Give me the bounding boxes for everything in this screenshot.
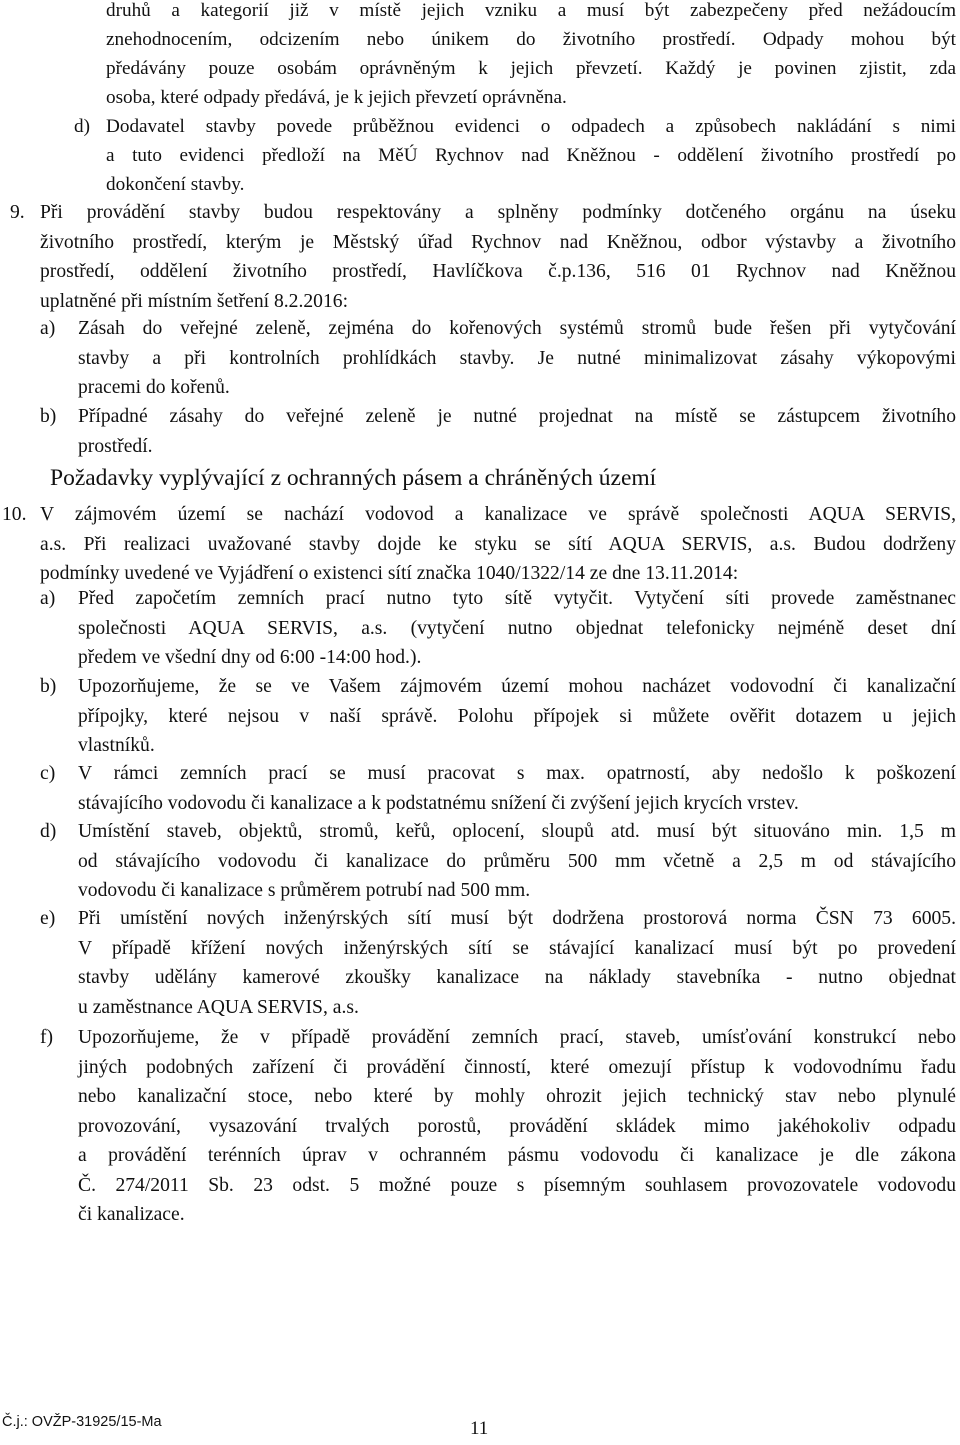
text-line: V případě křížení nových inženýrských sítí se stávající kanalizací musí být po provedení — [78, 937, 956, 959]
text-line: stavby a při kontrolních prohlídkách stavby. Je nutné minimalizovat zásahy výkopovými — [78, 347, 956, 369]
item-label: a) — [40, 318, 56, 339]
text-line: Při umístění nových inženýrských sítí musí být dodržena prostorová norma ČSN 73 6005. — [78, 908, 956, 929]
text-line: vlastníků. — [78, 735, 155, 756]
text-line: znehodnocením, odcizením nebo únikem do životního prostředí. Odpady mohou být — [106, 29, 956, 50]
item-label: f) — [40, 1027, 54, 1048]
text-line: provozování, vysazování trvalých porostů, provádění skládek mimo jakéhokoliv odpadu — [78, 1115, 956, 1137]
document-reference: Č.j.: OVŽP-31925/15-Ma — [2, 1414, 162, 1430]
section-10 — [2, 500, 956, 589]
text-line: Upozorňujeme, že v případě provádění zemních prací, staveb, umísťování konstrukcí nebo — [78, 1027, 956, 1048]
section-10-item-c — [40, 759, 956, 818]
text-line: či kanalizace. — [78, 1204, 185, 1225]
text-line: V zájmovém území se nachází vodovod a kanalizace ve správě společnosti AQUA SERVIS, — [40, 504, 956, 525]
text-line: druhů a kategorií již v místě jejich vzniku a musí být zabezpečeny před nežádoucím — [106, 0, 956, 21]
text-line: společnosti AQUA SERVIS, a.s. (vytyčení nutno objednat telefonicky nejméně deset dní — [78, 617, 956, 639]
item-label: b) — [40, 406, 57, 427]
text-line: podmínky uvedené ve Vyjádření o existenci sítí značka 1040/1322/14 ze dne 13.11.2014: — [40, 563, 739, 584]
text-line: Zásah do veřejné zeleně, zejména do kořenových systémů stromů bude řešen při vytyčování — [78, 318, 956, 339]
text-line: od stávajícího vodovodu či kanalizace do průměru 500 mm včetně a 2,5 m od stávajícího — [78, 850, 956, 872]
item-label: b) — [40, 676, 57, 697]
text-line: a tuto evidenci předloží na MěÚ Rychnov nad Kněžnou - oddělení životního prostředí po — [106, 145, 956, 166]
text-line: Umístění staveb, objektů, stromů, keřů, oplocení, sloupů atd. musí být situováno min. 1,5 m — [78, 821, 956, 842]
text-line: pracemi do kořenů. — [78, 377, 230, 398]
text-line: Před započetím zemních prací nutno tyto sítě vytyčit. Vytyčení síti provede zaměstnanec — [78, 588, 956, 609]
text-line: V rámci zemních prací se musí pracovat s max. opatrností, aby nedošlo k poškození — [78, 763, 956, 784]
text-line: stavby udělány kamerové zkoušky kanalizace na náklady stavebníka - nutno objednat — [78, 967, 956, 988]
text-line: osoba, které odpady předává, je k jejich převzetí oprávněna. — [106, 87, 567, 108]
item-d-waste-records — [74, 112, 956, 199]
text-line: prostředí, oddělení životního prostředí, Havlíčkova č.p.136, 516 01 Rychnov nad Kněžnou — [40, 261, 956, 282]
text-line: přípojky, které nejsou v naší správě. Polohu přípojek si můžete ověřit dotazem u jejich — [78, 705, 956, 727]
item-label: e) — [40, 908, 56, 929]
text-line: u zaměstnance AQUA SERVIS, a.s. — [78, 996, 359, 1018]
item-label: d) — [74, 116, 90, 137]
text-line: Upozorňujeme, že se ve Vašem zájmovém území mohou nacházet vodovodní či kanalizační — [78, 676, 956, 697]
text-line: Případné zásahy do veřejné zeleně je nutné projednat na místě se zástupcem životního — [78, 406, 956, 427]
section-9 — [10, 198, 956, 316]
section-9-item-b — [40, 402, 956, 461]
text-line: dokončení stavby. — [106, 174, 245, 195]
text-line: a provádění terénních úprav v ochranném pásmu vodovodu či kanalizace je dle zákona — [78, 1145, 956, 1166]
section-number: 9. — [10, 202, 25, 223]
section-10-item-e — [40, 904, 956, 1022]
text-line: životního prostředí, kterým je Městský úřad Rychnov nad Kněžnou, odbor výstavby a životního — [40, 231, 956, 253]
section-number: 10. — [2, 504, 27, 525]
item-label: d) — [40, 821, 57, 842]
section-10-item-f — [40, 1023, 956, 1230]
item-label: c) — [40, 763, 56, 784]
text-line: prostředí. — [78, 435, 153, 457]
section-heading: Požadavky vyplývající z ochranných pásem a chráněných území — [50, 465, 657, 491]
text-line: uplatněné při místním šetření 8.2.2016: — [40, 290, 349, 312]
page-number: 11 — [470, 1418, 489, 1439]
text-line: předávány pouze osobám oprávněným k jejich převzetí. Každý je povinen zjistit, zda — [106, 58, 956, 79]
text-line: Dodavatel stavby povede průběžnou evidenci o odpadech a způsobech nakládání s nimi — [106, 116, 956, 137]
text-line: a.s. Při realizaci uvažované stavby dojde ke styku se sítí AQUA SERVIS, a.s. Budou dodrženy — [40, 533, 956, 555]
text-line: nebo kanalizační stoce, nebo které by mohly ohrozit jejich technický stav nebo plynulé — [78, 1086, 956, 1107]
text-line: předem ve všední dny od 6:00 -14:00 hod.). — [78, 647, 422, 668]
text-line: stávajícího vodovodu či kanalizace a k podstatnému snížení či zvýšení jejich krycích vrstev. — [78, 792, 799, 814]
text-line: Při provádění stavby budou respektovány a splněny podmínky dotčeného orgánu na úseku — [40, 202, 956, 223]
text-line: vodovodu či kanalizace s průměrem potrubí nad 500 mm. — [78, 880, 531, 901]
section-10-item-d — [40, 817, 956, 906]
section-10-item-a — [40, 584, 956, 673]
text-line: Č. 274/2011 Sb. 23 odst. 5 možné pouze s písemným souhlasem provozovatele vodovodu — [78, 1174, 956, 1196]
section-9-item-a — [40, 314, 956, 403]
text-line: jiných podobných zařízení či provádění činností, které omezují přístup k vodovodnímu řadu — [78, 1056, 956, 1078]
section-10-item-b — [40, 672, 956, 761]
waste-paragraph — [106, 0, 956, 112]
item-label: a) — [40, 588, 56, 609]
